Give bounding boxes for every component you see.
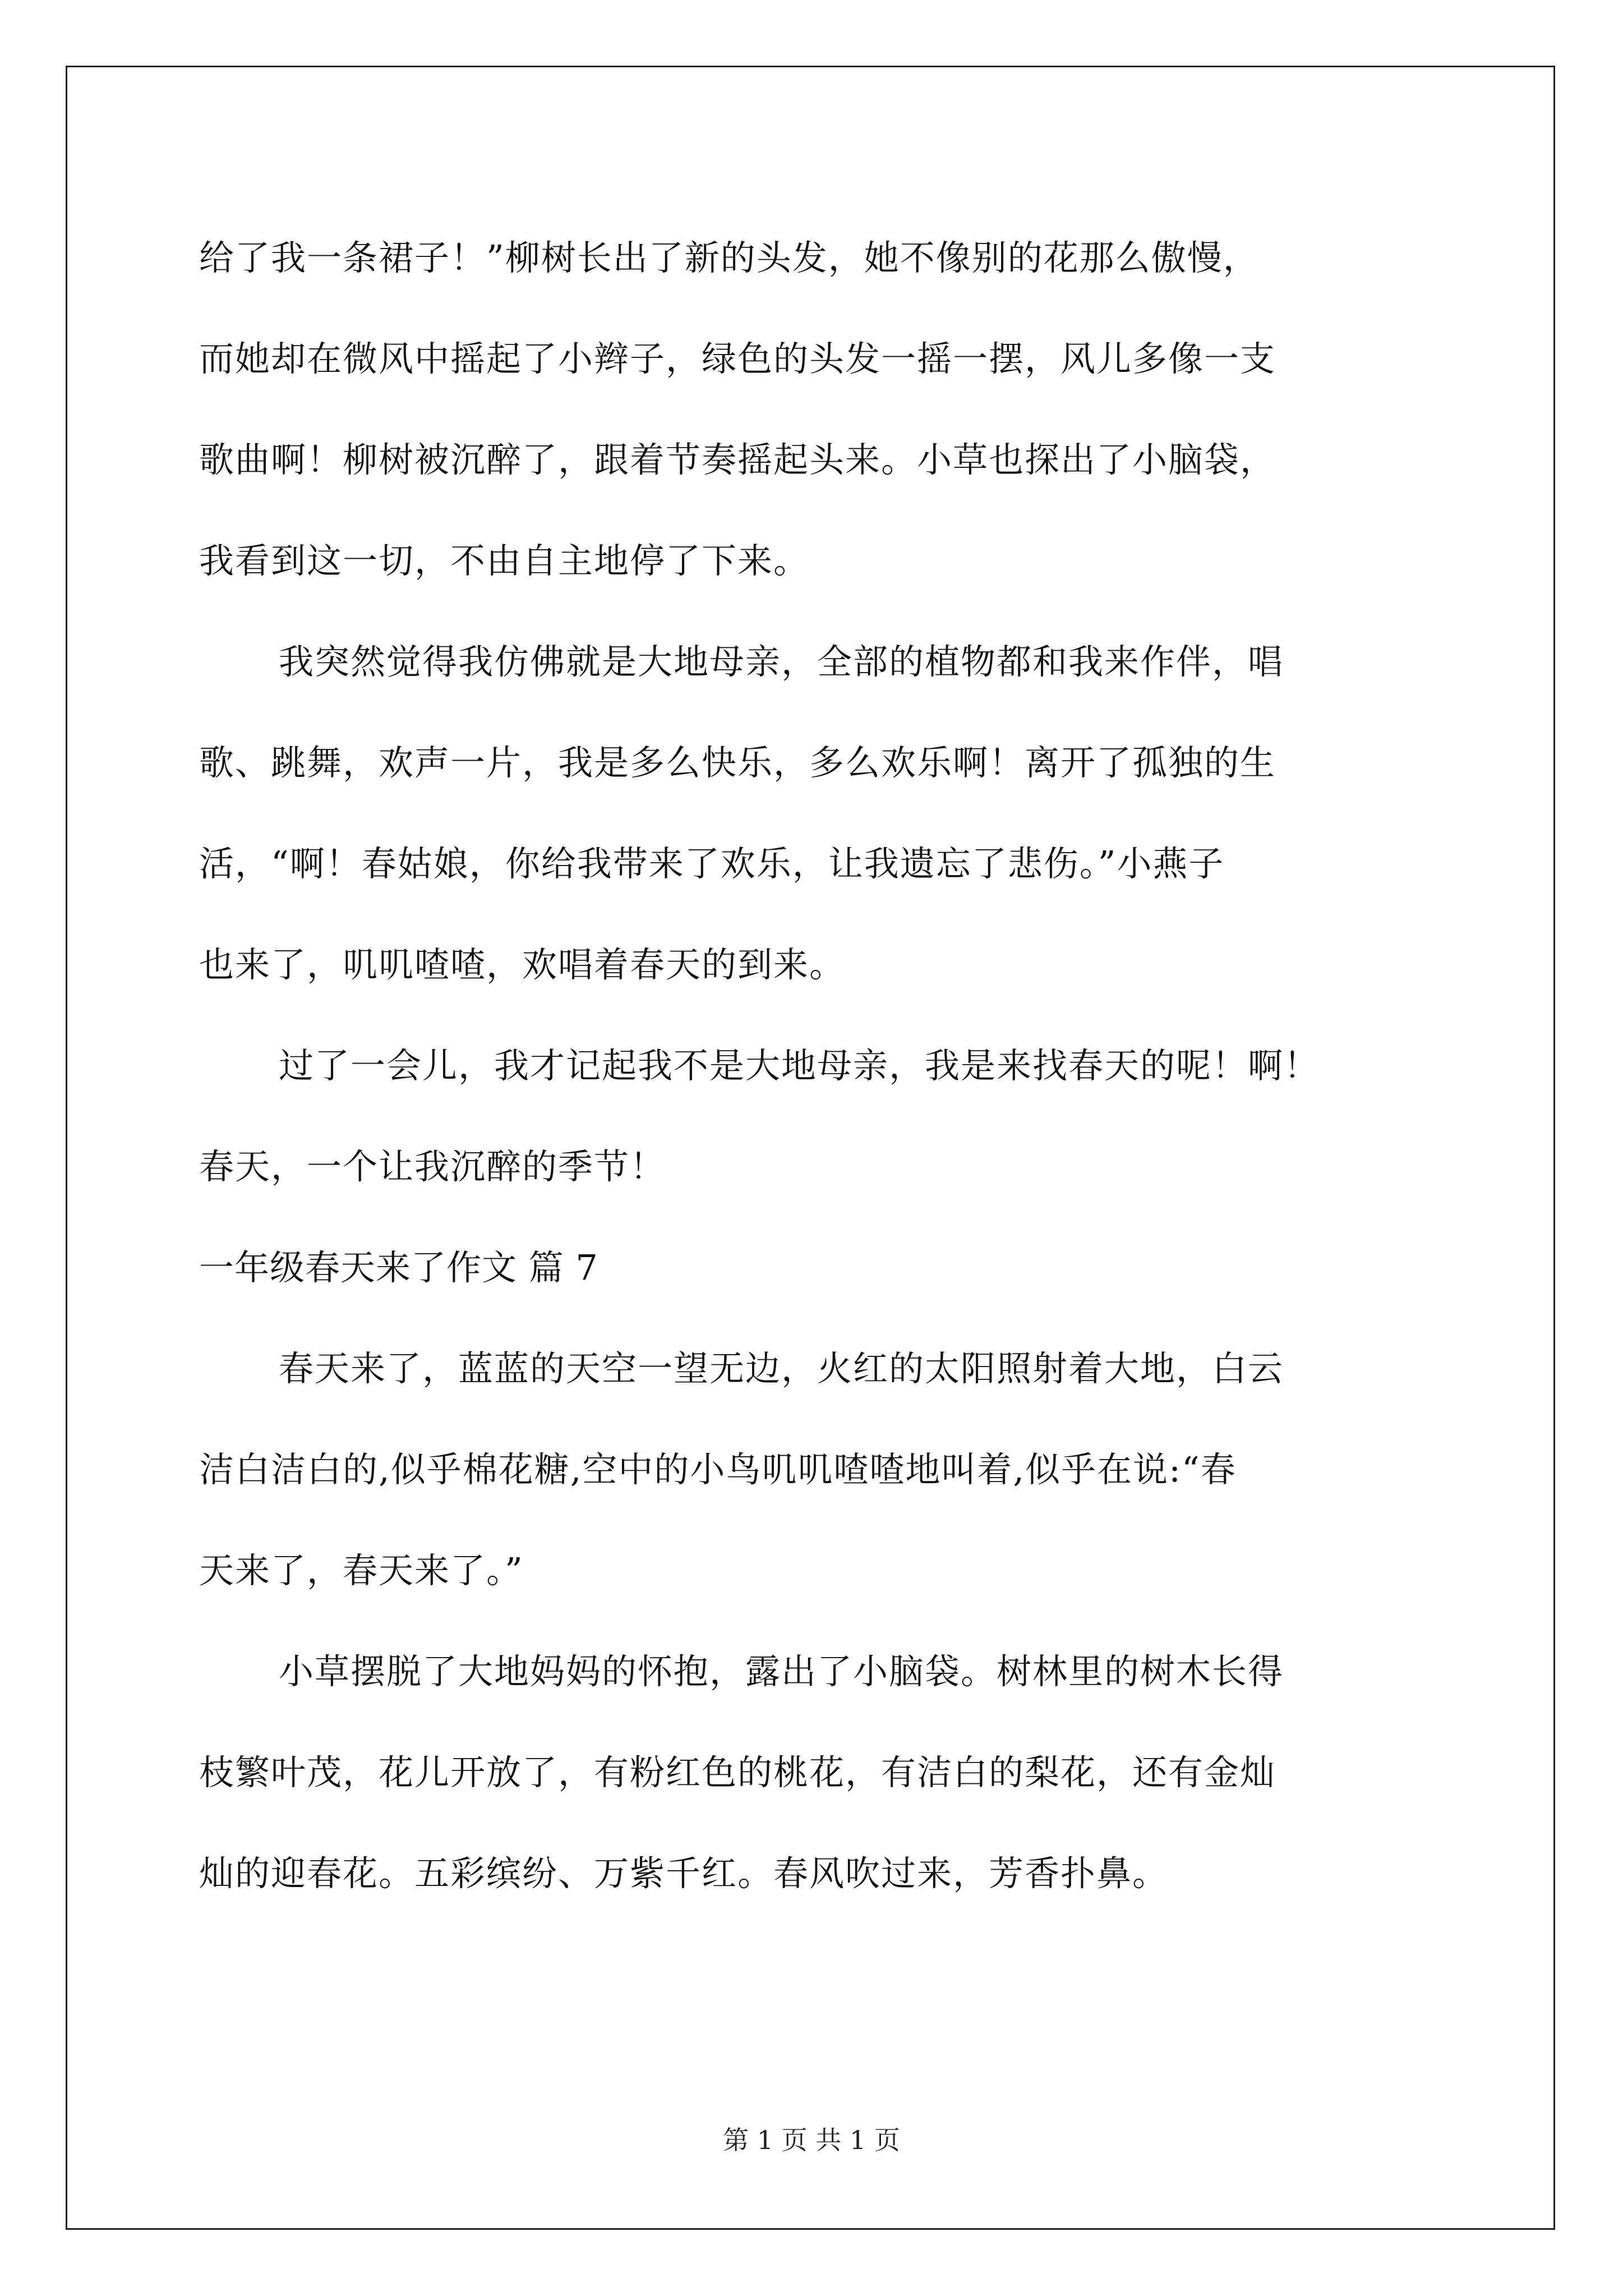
text-line: 也来了，叽叽喳喳，欢唱着春天的到来。 [199, 944, 846, 985]
text-line: 歌曲啊！柳树被沉醉了，跟着节奏摇起头来。小草也探出了小脑袋， [199, 439, 1276, 480]
text-line: 而她却在微风中摇起了小辫子，绿色的头发一摇一摆，风儿多像一支 [199, 338, 1276, 379]
text-line: 我突然觉得我仿佛就是大地母亲，全部的植物都和我来作伴，唱 [279, 641, 1284, 682]
section-heading: 一年级春天来了作文 篇 7 [199, 1247, 598, 1288]
text-line: 活，“啊！春姑娘，你给我带来了欢乐，让我遗忘了悲伤。”小燕子 [199, 843, 1225, 884]
text-line: 春天来了，蓝蓝的天空一望无边，火红的太阳照射着大地，白云 [279, 1348, 1284, 1389]
text-line: 给了我一条裙子！”柳树长出了新的头发，她不像别的花那么傲慢， [199, 237, 1259, 278]
text-line: 过了一会儿，我才记起我不是大地母亲，我是来找春天的呢！啊！ [279, 1045, 1320, 1086]
text-line: 小草摆脱了大地妈妈的怀抱，露出了小脑袋。树林里的树木长得 [279, 1651, 1284, 1692]
page-number-footer: 第 1 页 共 1 页 [723, 2125, 900, 2155]
text-line: 灿的迎春花。五彩缤纷、万紫千红。春风吹过来，芳香扑鼻。 [199, 1853, 1169, 1894]
text-line: 春天，一个让我沉醉的季节！ [199, 1146, 666, 1187]
text-line: 洁白洁白的,似乎棉花糖,空中的小鸟叽叽喳喳地叫着,似乎在说:“春 [199, 1449, 1237, 1490]
text-line: 枝繁叶茂，花儿开放了，有粉红色的桃花，有洁白的梨花，还有金灿 [199, 1752, 1276, 1793]
text-line: 歌、跳舞，欢声一片，我是多么快乐，多么欢乐啊！离开了孤独的生 [199, 742, 1276, 783]
text-line: 我看到这一切，不由自主地停了下来。 [199, 540, 810, 581]
text-line: 天来了，春天来了。” [199, 1550, 524, 1591]
document-body [199, 208, 1433, 1924]
